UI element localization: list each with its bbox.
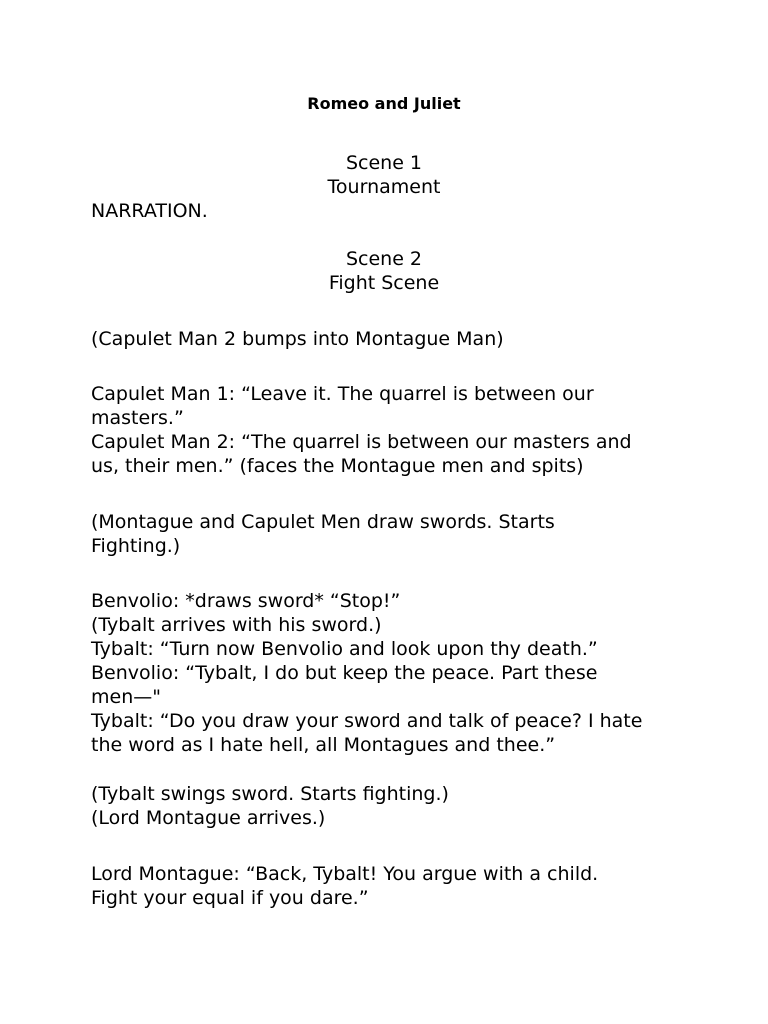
capulet-dialogue-block	[91, 382, 691, 478]
script-line: Tybalt: “Turn now Benvolio and look upon thy death.”	[91, 638, 598, 660]
script-line: (Capulet Man 2 bumps into Montague Man)	[91, 328, 504, 350]
script-line: Capulet Man 2: “The quarrel is between our masters and	[91, 431, 632, 453]
script-line: Benvolio: “Tybalt, I do but keep the peace. Part these	[91, 662, 598, 684]
scene-1-name: Tournament	[327, 176, 441, 198]
document-title: Romeo and Juliet	[307, 94, 461, 113]
script-line: (Montague and Capulet Men draw swords. Starts	[91, 511, 555, 533]
script-line: Fight your equal if you dare.”	[91, 887, 369, 909]
scene-1-heading: Scene 1	[345, 152, 423, 174]
stage-direction-bump	[91, 327, 691, 351]
script-line: Capulet Man 1: “Leave it. The quarrel is between our	[91, 383, 594, 405]
stage-direction-draw-swords	[91, 510, 691, 558]
script-line: masters.”	[91, 407, 184, 429]
script-line: (Lord Montague arrives.)	[91, 807, 326, 829]
stage-direction-swings	[91, 782, 691, 830]
script-line: men—"	[91, 686, 161, 708]
script-line: Tybalt: “Do you draw your sword and talk of peace? I hate	[91, 710, 643, 732]
narration-text: NARRATION.	[91, 200, 208, 222]
script-line: us, their men.” (faces the Montague men and spits)	[91, 455, 584, 477]
script-line: Lord Montague: “Back, Tybalt! You argue with a child.	[91, 863, 599, 885]
script-line: Benvolio: *draws sword* “Stop!”	[91, 590, 401, 612]
script-line: the word as I hate hell, all Montagues and thee.”	[91, 734, 556, 756]
script-line: (Tybalt arrives with his sword.)	[91, 614, 382, 636]
script-line: Fighting.)	[91, 535, 181, 557]
scene-2-name: Fight Scene	[328, 272, 440, 294]
scene-2-heading: Scene 2	[345, 248, 423, 270]
script-line: (Tybalt swings sword. Starts fighting.)	[91, 783, 449, 805]
lord-montague-dialogue-block	[91, 862, 691, 910]
benvolio-tybalt-dialogue-block	[91, 589, 691, 757]
